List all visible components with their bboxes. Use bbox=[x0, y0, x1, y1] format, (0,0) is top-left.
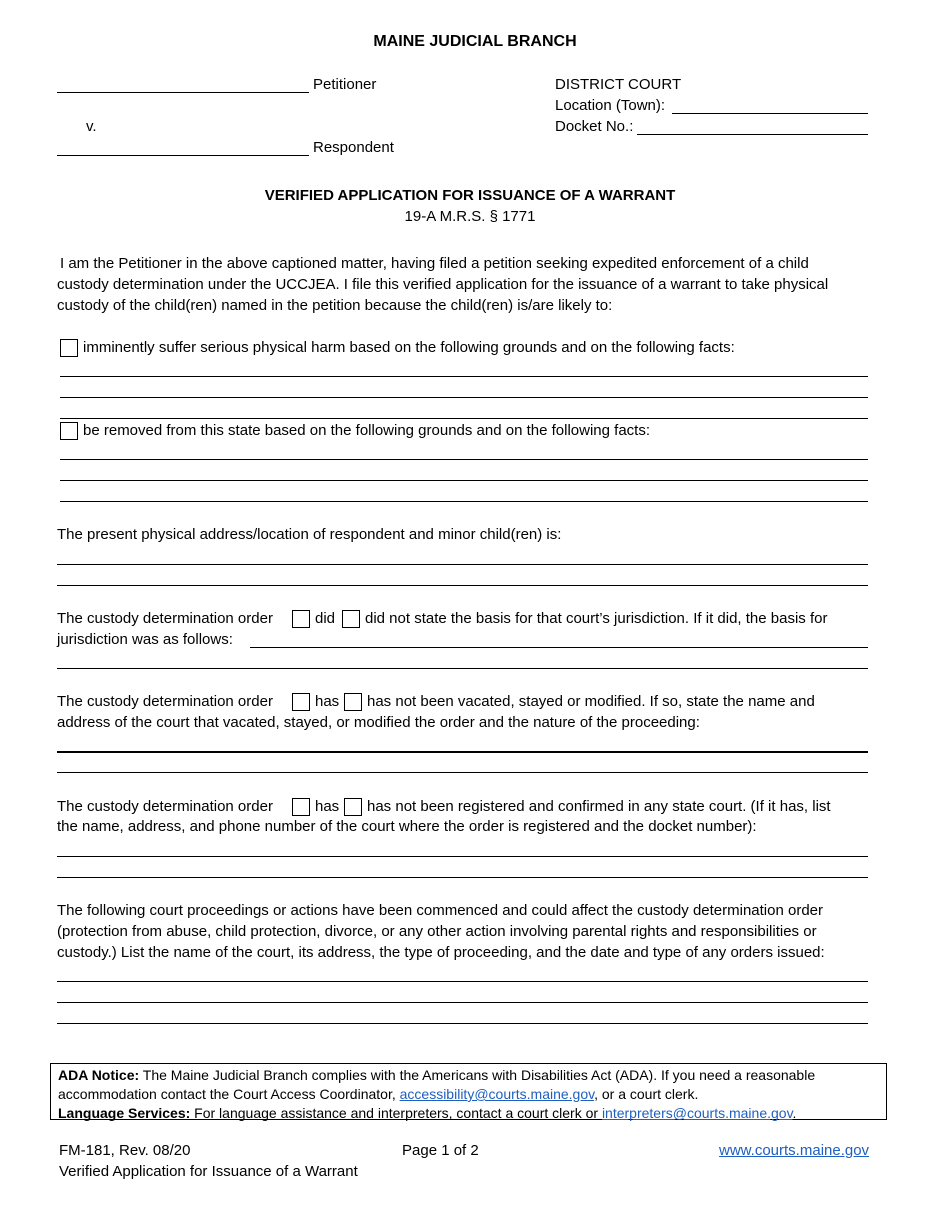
proceedings-field-2[interactable] bbox=[57, 1002, 868, 1003]
registered-has-checkbox[interactable] bbox=[292, 798, 310, 816]
proceedings-line-3: custody.) List the name of the court, its address, the type of proceeding, and the date and type of any orders issued: bbox=[57, 944, 825, 961]
vacated-prefix: The custody determination order bbox=[57, 693, 273, 710]
ada-notice-text-3: , or a court clerk. bbox=[594, 1086, 699, 1102]
interpreters-email-link[interactable]: interpreters@courts.maine.gov bbox=[601, 1105, 793, 1121]
ada-notice-label: ADA Notice: bbox=[58, 1067, 140, 1083]
proceedings-line-2: (protection from abuse, child protection, divorce, or any other action involving parental rights and responsibilities or bbox=[57, 923, 817, 940]
ada-notice-text-2: accommodation contact the Court Access Coordinator, bbox=[58, 1086, 396, 1102]
location-field[interactable] bbox=[672, 113, 868, 114]
jurisdiction-prefix: The custody determination order bbox=[57, 610, 273, 627]
jurisdiction-line-2: jurisdiction was as follows: bbox=[57, 631, 233, 648]
removed-facts-line-3[interactable] bbox=[60, 501, 868, 502]
docket-field[interactable] bbox=[637, 134, 868, 135]
docket-label: Docket No.: bbox=[555, 118, 634, 135]
vacated-line-1[interactable] bbox=[57, 751, 868, 753]
registered-line-1[interactable] bbox=[57, 856, 868, 857]
registered-has-not-label: has not been registered and confirmed in any state court. (If it has, list bbox=[367, 798, 831, 815]
intro-line-3: custody of the child(ren) named in the petition because the child(ren) is/are likely to: bbox=[57, 297, 613, 314]
address-question: The present physical address/location of respondent and minor child(ren) is: bbox=[57, 526, 562, 543]
respondent-field[interactable] bbox=[57, 155, 309, 156]
location-label: Location (Town): bbox=[555, 97, 666, 114]
proceedings-field-3[interactable] bbox=[57, 1023, 868, 1024]
versus-label: v. bbox=[86, 118, 97, 135]
vacated-line-2: address of the court that vacated, stayed, or modified the order and the nature of the proceeding: bbox=[57, 714, 700, 731]
petitioner-field[interactable] bbox=[57, 92, 309, 93]
address-line-2[interactable] bbox=[57, 585, 868, 586]
jurisdiction-basis-line-2[interactable] bbox=[57, 668, 868, 669]
registered-has-label: has bbox=[315, 798, 340, 815]
jurisdiction-did-not-label: did not state the basis for that court’s jurisdiction. If it did, the basis for bbox=[365, 610, 828, 627]
form-id: FM-181, Rev. 08/20 bbox=[59, 1142, 191, 1159]
respondent-label: Respondent bbox=[313, 139, 394, 156]
page-number: Page 1 of 2 bbox=[402, 1142, 479, 1159]
court-name: DISTRICT COURT bbox=[555, 76, 682, 93]
jurisdiction-did-checkbox[interactable] bbox=[292, 610, 310, 628]
ada-notice-text: The Maine Judicial Branch complies with the Americans with Disabilities Act (ADA). If you need a reasonable bbox=[142, 1067, 816, 1083]
proceedings-field-1[interactable] bbox=[57, 981, 868, 982]
vacated-has-not-label: has not been vacated, stayed or modified. If so, state the name and bbox=[367, 693, 815, 710]
petitioner-label: Petitioner bbox=[313, 76, 377, 93]
vacated-line-2-field[interactable] bbox=[57, 772, 868, 773]
removed-facts-line-1[interactable] bbox=[60, 459, 868, 460]
form-title: VERIFIED APPLICATION FOR ISSUANCE OF A WARRANT bbox=[264, 187, 676, 204]
ada-notice-box bbox=[50, 1063, 887, 1120]
jurisdiction-did-not-checkbox[interactable] bbox=[342, 610, 360, 628]
vacated-has-not-checkbox[interactable] bbox=[344, 693, 362, 711]
registered-has-not-checkbox[interactable] bbox=[344, 798, 362, 816]
registered-line-2: the name, address, and phone number of the court where the order is registered and the docket number): bbox=[57, 818, 757, 835]
harm-checkbox[interactable] bbox=[60, 339, 78, 357]
removed-option-text: be removed from this state based on the following grounds and on the following facts: bbox=[83, 422, 651, 439]
branch-title: MAINE JUDICIAL BRANCH bbox=[373, 33, 577, 50]
registered-line-2-field[interactable] bbox=[57, 877, 868, 878]
address-line-1[interactable] bbox=[57, 564, 868, 565]
removed-checkbox[interactable] bbox=[60, 422, 78, 440]
intro-line-2: custody determination under the UCCJEA. I file this verified application for the issuance of a warrant to take physical bbox=[57, 276, 829, 293]
removed-facts-line-2[interactable] bbox=[60, 480, 868, 481]
harm-facts-line-2[interactable] bbox=[60, 397, 868, 398]
proceedings-line-1: The following court proceedings or actions have been commenced and could affect the custody determination order bbox=[57, 902, 824, 919]
registered-prefix: The custody determination order bbox=[57, 798, 273, 815]
vacated-has-label: has bbox=[315, 693, 340, 710]
harm-facts-line-3[interactable] bbox=[60, 418, 868, 419]
jurisdiction-basis-field[interactable] bbox=[250, 647, 868, 648]
jurisdiction-did-label: did bbox=[315, 610, 336, 627]
language-services-label: Language Services: bbox=[58, 1105, 191, 1121]
language-services-text: For language assistance and interpreters, contact a court clerk or bbox=[194, 1105, 599, 1121]
website-link[interactable]: www.courts.maine.gov bbox=[719, 1142, 870, 1159]
vacated-has-checkbox[interactable] bbox=[292, 693, 310, 711]
accessibility-email-link[interactable]: accessibility@courts.maine.gov bbox=[399, 1086, 595, 1102]
language-services-end: . bbox=[792, 1105, 797, 1121]
form-name: Verified Application for Issuance of a Warrant bbox=[59, 1163, 358, 1180]
harm-facts-line-1[interactable] bbox=[60, 376, 868, 377]
intro-line-1: I am the Petitioner in the above captioned matter, having filed a petition seeking expedited enforcement of a child bbox=[60, 255, 809, 272]
statute-reference: 19-A M.R.S. § 1771 bbox=[404, 208, 536, 225]
harm-option-text: imminently suffer serious physical harm based on the following grounds and on the following facts: bbox=[83, 339, 735, 356]
